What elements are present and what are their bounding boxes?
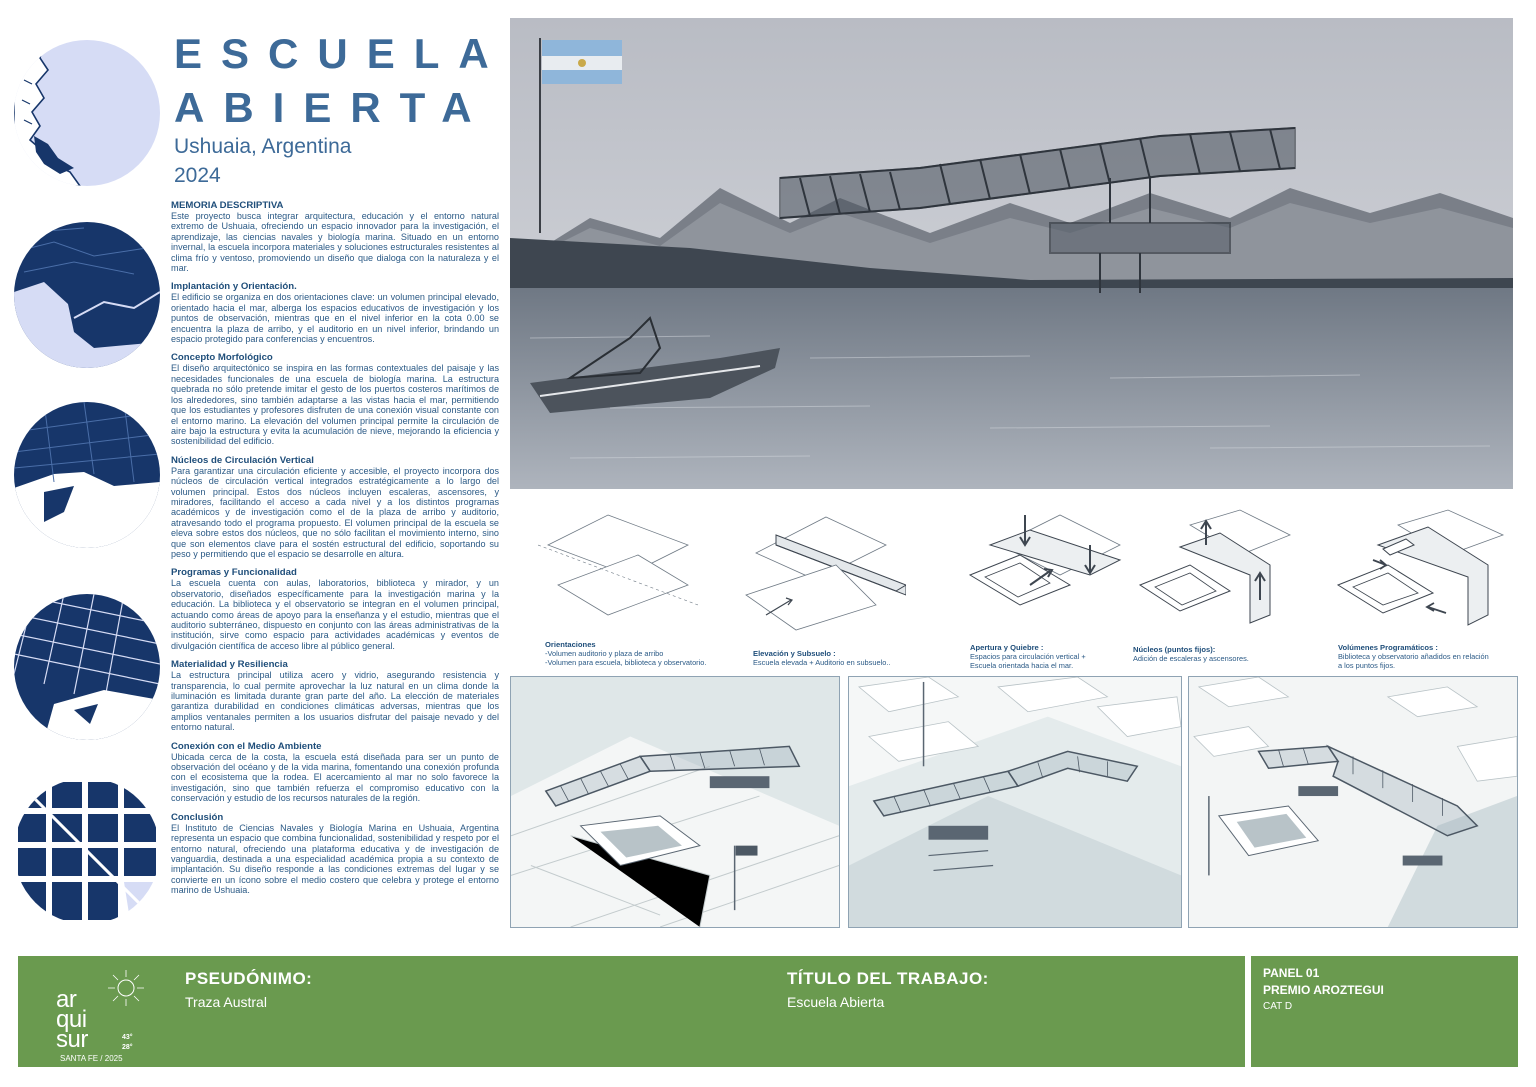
axonometric-view-2 <box>848 676 1182 928</box>
section-programas <box>171 567 499 651</box>
arquisur-logo <box>56 968 156 1063</box>
pseudonimo-label: PSEUDÓNIMO: <box>185 969 313 988</box>
panel-number: PANEL 01 <box>1263 966 1320 980</box>
caption-title: Volúmenes Programáticos : <box>1338 643 1438 652</box>
section-heading: Conexión con el Medio Ambiente <box>171 740 322 752</box>
map-ushuaia-region <box>14 402 160 548</box>
caption-orientaciones <box>545 640 745 667</box>
sun-logo-icon <box>104 968 148 1008</box>
section-heading: MEMORIA DESCRIPTIVA <box>171 200 284 211</box>
section-text: El edificio se organiza en dos orientaciones clave: un volumen principal elevado, orientado hacia el mar, alberga los espacios educativos de investigación y los puntos de observación, mientras que en el nivel inferior en la cota 0.00 se encuentra la plaza de arribo, y el auditorio en un nivel inferior, brindando un espacio protegido para conferencias y encuentros. <box>171 292 499 345</box>
logo-num-28: 28° <box>122 1044 133 1051</box>
diagram-volumenes <box>1328 505 1508 635</box>
section-memoria <box>171 200 499 273</box>
caption-line: -Volumen auditorio y plaza de arribo <box>545 649 664 658</box>
titulo-label: TÍTULO DEL TRABAJO: <box>787 969 989 988</box>
section-text: El Instituto de Ciencias Navales y Biología Marina en Ushuaia, Argentina representa un espacio que combina funcionalidad, sostenibilidad y respeto por el entorno natural, ofreciendo una plataforma educativa y de investigación de vanguardia, destinada a una especialidad académica propia a su contexto de implantación. Su diseño responde a las condiciones extremas del lugar y se convierte en un ícono sobre el medio costero que celebra y protege el entorno marino de Ushuaia. <box>171 822 499 896</box>
diagram-apertura-graphic <box>960 505 1130 635</box>
axonometric-view-3-graphic <box>1189 677 1517 927</box>
premio-name: PREMIO AROZTEGUI <box>1263 983 1384 997</box>
axonometric-view-1-graphic <box>511 677 839 927</box>
section-heading: Implantación y Orientación. <box>171 281 297 293</box>
caption-line: Escuela orientada hacia el mar. <box>970 661 1074 670</box>
section-text: La estructura principal utiliza acero y vidrio, asegurando resistencia y transparencia, lo cual permite aprovechar la luz natural en un clima donde la iluminación es limitada durante gran parte del año. La elección de materiales garantiza durabilidad en condiciones climáticas adversas, mientras que los amplios ventanales permiten a los usuarios disfrutar del paisaje nevado y del entorno natural. <box>171 670 499 733</box>
logo-ar: ar <box>56 986 77 1013</box>
map-ushuaia-region-graphic <box>14 402 160 548</box>
section-text: El diseño arquitectónico se inspira en las formas contextuales del paisaje y las necesidades funcionales de una escuela de biología marina. La estructura quebrada no sólo pretende imitar el gesto de los puertos costeros marítimos de los alrededores, sino también adaptarse a las vistas hacia el mar, permitiendo que los estudiantes y profesores disfruten de una conexión visual constante con el entorno marino. La elevación del volumen principal permite la circulación de aire bajo la estructura y evita la acumulación de nieve, mejorando la eficiencia y sostenibilidad del edificio. <box>171 363 499 447</box>
title-line-2: ABIERTA <box>174 84 491 131</box>
section-concepto <box>171 352 499 446</box>
caption-line: Adición de escaleras y ascensores. <box>1133 654 1249 663</box>
section-heading: Programas y Funcionalidad <box>171 567 297 579</box>
section-heading: Conclusión <box>171 811 224 823</box>
axonometric-view-1 <box>510 676 840 928</box>
diagram-orientaciones-graphic <box>538 505 698 635</box>
caption-line: a los puntos fijos. <box>1338 661 1396 670</box>
map-argentina-graphic <box>14 40 160 186</box>
diagram-nucleos-graphic <box>1130 505 1300 635</box>
render-image <box>510 18 1513 489</box>
caption-line: Biblioteca y observatorio añadidos en relación <box>1338 652 1489 661</box>
section-heading: Materialidad y Resiliencia <box>171 659 288 671</box>
title-line-1: ESCUELA <box>174 30 508 77</box>
argentina-flag-icon <box>542 40 622 84</box>
section-heading: Concepto Morfológico <box>171 352 273 364</box>
map-ushuaia-city-graphic <box>14 594 160 740</box>
section-implantacion <box>171 281 499 344</box>
section-materialidad <box>171 659 499 732</box>
section-text: Ubicada cerca de la costa, la escuela está diseñada para ser un punto de observación del océano y de la vida marina, fomentando una conexión profunda con el ecosistema que la rodea. El acercamiento al mar no solo favorece la investigación, sino que también refuerza el compromiso educativo con la conservación y estudio de los recursos naturales de la región. <box>171 751 499 804</box>
map-site-blocks-graphic <box>14 778 160 924</box>
map-tierra-del-fuego <box>14 222 160 368</box>
diagram-apertura <box>960 505 1130 635</box>
map-argentina <box>14 40 160 186</box>
caption-elevacion <box>753 649 953 667</box>
footer-bar <box>18 956 1245 1067</box>
diagram-nucleos <box>1130 505 1300 635</box>
caption-title: Orientaciones <box>545 640 596 649</box>
caption-nucleos <box>1133 645 1333 663</box>
section-heading: Núcleos de Circulación Vertical <box>171 454 314 466</box>
axonometric-view-2-graphic <box>849 677 1181 927</box>
category: CAT D <box>1263 1001 1293 1012</box>
logo-qui: qui <box>56 1006 87 1033</box>
caption-title: Elevación y Subsuelo : <box>753 649 836 658</box>
map-tierra-del-fuego-graphic <box>14 222 160 368</box>
caption-line: Espacios para circulación vertical + <box>970 652 1086 661</box>
caption-title: Núcleos (puntos fijos): <box>1133 645 1216 654</box>
map-ushuaia-city <box>14 594 160 740</box>
section-conexion <box>171 741 499 804</box>
logo-city: SANTA FE / 2025 <box>60 1054 123 1063</box>
pseudonimo-value: Traza Austral <box>185 994 267 1010</box>
section-conclusion <box>171 812 499 896</box>
section-nucleos <box>171 455 499 560</box>
logo-sur: sur <box>56 1026 88 1053</box>
panel-info <box>1251 956 1518 1067</box>
caption-title: Apertura y Quiebre : <box>970 643 1044 652</box>
section-text: Este proyecto busca integrar arquitectura, educación y el entorno natural extremo de Ushuaia, ofreciendo un espacio innovador para la investigación, el aprendizaje, las ciencias navales y biología marina. Situado en un entorno invernal, la escuela incorpora materiales y soluciones estructurales resistentes al clima frío y ventoso, promoviendo un diseño que dialoga con la naturaleza y el mar. <box>171 211 499 274</box>
diagram-elevacion-graphic <box>736 505 906 635</box>
caption-line: -Volumen para escuela, biblioteca y observatorio. <box>545 658 707 667</box>
year: 2024 <box>174 164 221 187</box>
section-text: La escuela cuenta con aulas, laboratorios, biblioteca y mirador, y un observatorio, diseñados específicamente para la investigación marina y la educación. La biblioteca y el observatorio se integran en el volumen principal, actuando como áreas de apoyo para la enseñanza y el estudio, mientras que el auditorio subterráneo, dispuesto en conjunto con las áreas administrativas de la institución, sirve como espacio para actividades académicas y eventos de divulgación científica de acceso libre al público general. <box>171 578 499 651</box>
section-text: Para garantizar una circulación eficiente y accesible, el proyecto incorpora dos núcleos de circulación vertical integrados estratégicamente a lo largo del volumen principal. Estos dos núcleos incluyen escaleras, ascensores, y miradores, facilitando el acceso a cada nivel y a los distintos programas académicos y de investigación como el de la plaza de arribo y auditorio, atravesando todo el programa propuesto. El volumen principal de la escuela se eleva sobre estos dos núcleos, que no sólo facilitan el movimiento interno, sino que son elementos clave para el sostén estructural del edificio, soportando su peso y permitiendo que el espacio se desarrolle en altura. <box>171 465 499 559</box>
location: Ushuaia, Argentina <box>174 135 352 158</box>
caption-volumenes <box>1338 643 1536 670</box>
diagram-volumenes-graphic <box>1328 505 1508 635</box>
logo-num-43: 43° <box>122 1034 133 1041</box>
caption-line: Escuela elevada + Auditorio en subsuelo.. <box>753 658 891 667</box>
render-scene <box>510 18 1513 489</box>
diagram-elevacion <box>736 505 906 635</box>
axonometric-view-3 <box>1188 676 1518 928</box>
memoria-descriptiva <box>171 200 499 932</box>
diagram-orientaciones <box>538 505 698 635</box>
map-site-blocks <box>14 778 160 924</box>
titulo-value: Escuela Abierta <box>787 994 885 1010</box>
